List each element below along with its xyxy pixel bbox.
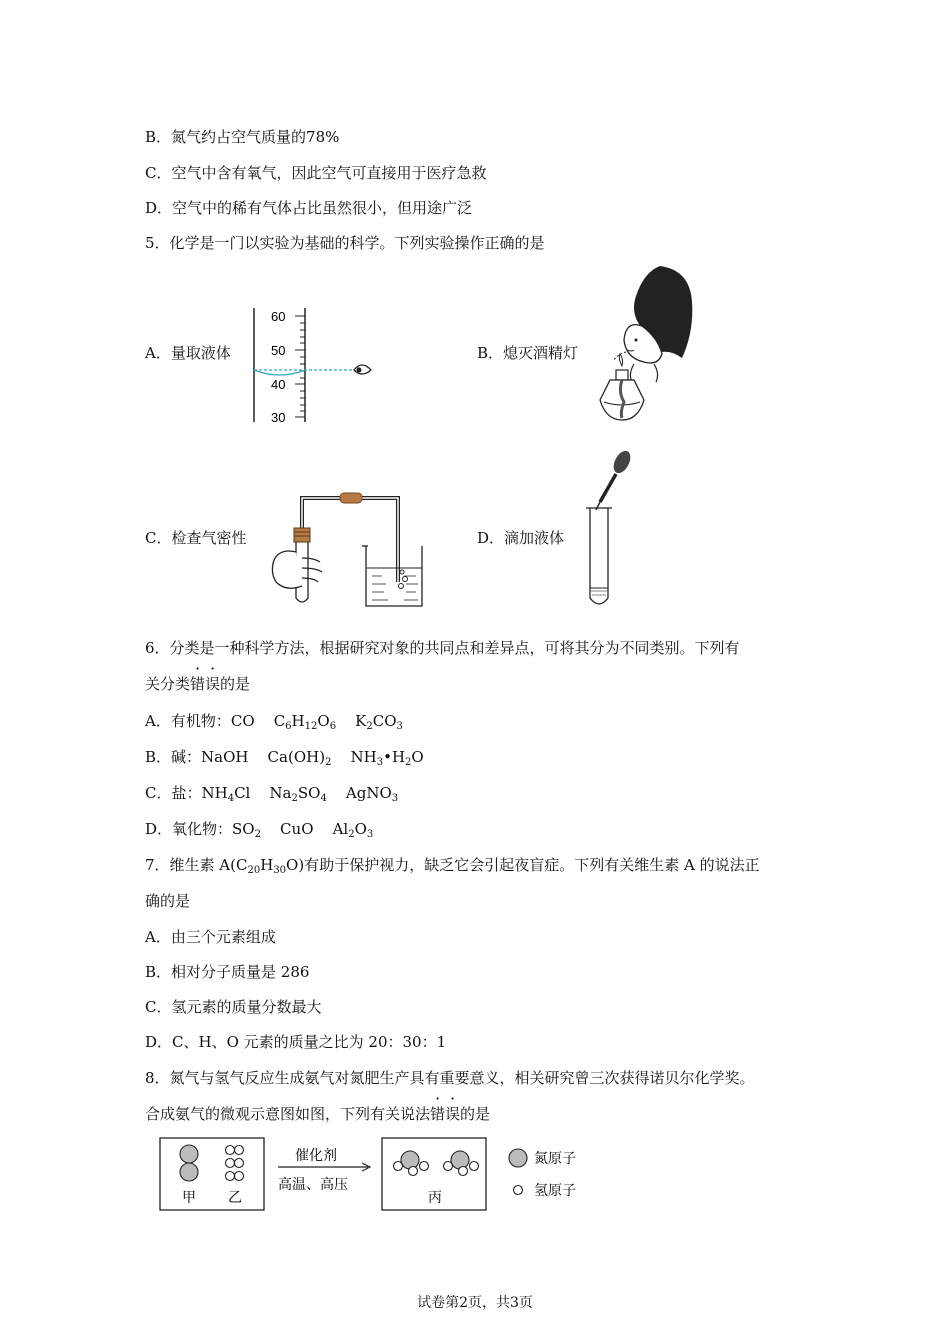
q6-stem-line2: 关分类错误的是 [145,675,251,693]
label-bing: 丙 [428,1190,442,1206]
q5-option-c: C．检查气密性 [145,529,247,547]
girl-blowing-lamp-figure [598,262,698,424]
q8-stem-line2: 合成氨气的微观示意图如图，下列有关说法错误的是 [145,1105,491,1123]
dropper-test-tube-figure [580,448,640,612]
q6-option-d: D．氧化物：$SO_2$ CuO $Al_2O_3$ [145,820,374,840]
q7-option-b: B．相对分子质量是 286 [145,963,310,981]
graduated-cylinder-figure [240,300,380,430]
emphasis-char: 错 [430,1105,446,1123]
q7-option-a: A．由三个元素组成 [145,928,276,946]
label-yi: 乙 [228,1190,242,1206]
q5-option-d: D．滴加液体 [477,529,565,547]
q7-stem-line2: 确的是 [145,892,191,910]
q6-stem-line1: 6．分类是一种科学方法，根据研究对象的共同点和差异点，可将其分为不同类别。下列有 [145,639,740,657]
q5-stem: 5．化学是一门以实验为基础的科学。下列实验操作正确的是 [145,234,545,252]
legend-nitrogen-icon [509,1149,527,1167]
q7-stem-line1: 7．维生素 $A(C_{20}H_{30}O)$有助于保护视力，缺乏它会引起夜盲症。下列有关维生素 A 的说法正 [145,856,760,876]
q4-option-c: C．空气中含有氧气，因此空气可直接用于医疗急救 [145,164,487,182]
catalyst-label: 催化剂 [295,1148,337,1164]
eye-icon [354,365,371,374]
label-jia: 甲 [182,1190,196,1206]
emphasis-char: 误 [445,1105,461,1123]
emphasis-char: 错 [190,675,206,693]
q5-option-b: B．熄灭酒精灯 [477,344,579,362]
legend-hydrogen-label: 氢原子 [534,1183,576,1199]
q6-option-c: C．盐：$NH_4Cl$ $Na_2SO_4$ AgNO$_3$ [145,784,399,804]
airtightness-check-figure [268,488,428,612]
q6-option-a: A．有机物：CO $C_6H_{12}O_6$ $K_2CO_3$ [145,712,403,732]
legend-nitrogen-label: 氮原子 [534,1151,576,1167]
q4-option-d: D．空气中的稀有气体占比虽然很小，但用途广泛 [145,199,473,217]
q6-option-b: B．碱：NaOH $Ca(OH)_2$ $NH_3•H_2O$ [145,748,424,768]
ammonia-synthesis-diagram [158,1136,598,1212]
q5-option-a: A．量取液体 [145,344,231,362]
q7-option-d: D．C、H、O 元素的质量之比为 20：30：1 [145,1033,447,1051]
q4-option-b: B．氮气约占空气质量的78% [145,128,340,146]
q7-option-c: C．氢元素的质量分数最大 [145,998,322,1016]
q8-stem-line1: 8．氮气与氢气反应生成氨气对氮肥生产具有重要意义，相关研究曾三次获得诺贝尔化学奖。 [145,1069,755,1087]
emphasis-char: 误 [205,675,221,693]
legend-hydrogen-icon [514,1186,523,1195]
page-footer: 试卷第2页，共3页 [417,1295,533,1311]
cylinder-tick-40: 40 [271,377,286,392]
cylinder-tick-50: 50 [271,343,286,358]
cylinder-tick-60: 60 [271,309,286,324]
conditions-label: 高温、高压 [278,1177,348,1193]
cylinder-tick-30: 30 [271,410,286,425]
